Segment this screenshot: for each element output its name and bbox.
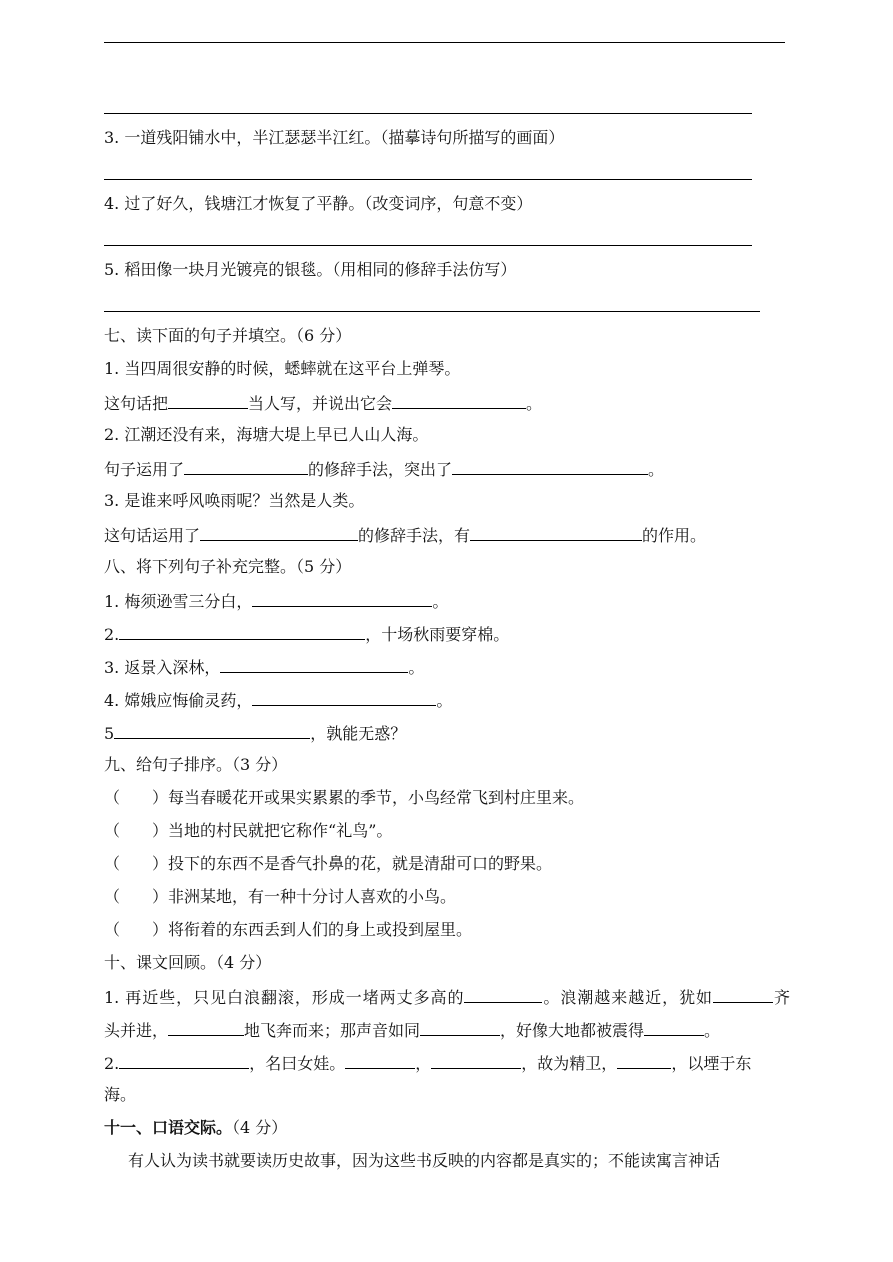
s7-question-2-fill: 句子运用了 的修辞手法，突出了 。	[104, 460, 665, 479]
blank[interactable]	[119, 623, 365, 640]
blank[interactable]	[184, 458, 308, 475]
s6-question-4: 4. 过了好久，钱塘江才恢复了平静。（改变词序，句意不变）	[104, 194, 533, 213]
order-paren[interactable]: （ ）	[104, 887, 169, 906]
s8-question-1: 1. 梅须逊雪三分白， 。	[104, 592, 449, 611]
blank[interactable]	[345, 1052, 415, 1069]
blank[interactable]	[452, 458, 648, 475]
s7-question-1: 1. 当四周很安静的时候，蟋蟀就在这平台上弹琴。	[104, 359, 461, 378]
order-paren[interactable]: （ ）	[104, 854, 169, 873]
blank[interactable]	[119, 1052, 249, 1069]
s6-question-5: 5. 稻田像一块月光镀亮的银毯。（用相同的修辞手法仿写）	[104, 260, 517, 279]
s6-question-3: 3. 一道残阳铺水中，半江瑟瑟半江红。（描摹诗句所描写的画面）	[104, 128, 565, 147]
s9-item: （ ）每当春暖花开或果实累累的季节，小鸟经常飞到村庄里来。	[104, 788, 585, 807]
s8-question-4: 4. 嫦娥应悔偷灵药， 。	[104, 691, 453, 710]
s10-line-2: 头并进， 地飞奔而来；那声音如同 ，好像大地都被震得 。	[104, 1021, 721, 1040]
blank[interactable]	[617, 1052, 671, 1069]
order-paren[interactable]: （ ）	[104, 821, 169, 840]
s9-title: 九、给句子排序。（3 分）	[104, 755, 288, 774]
s8-question-3: 3. 返景入深林， 。	[104, 658, 425, 677]
blank[interactable]	[392, 392, 526, 409]
answer-line	[104, 311, 760, 312]
s7-question-1-fill: 这句话把 当人写，并说出它会 。	[104, 394, 543, 413]
s10-line-4: 海。	[104, 1085, 137, 1104]
s9-item: （ ）当地的村民就把它称作“礼鸟”。	[104, 821, 393, 840]
s8-title: 八、将下列句子补充完整。（5 分）	[104, 557, 352, 576]
s11-paragraph: 有人认为读书就要读历史故事，因为这些书反映的内容都是真实的；不能读寓言神话	[128, 1151, 721, 1170]
s10-line-3: 2. ，名曰女娃。 ， ，故为精卫， ，以堙于东	[104, 1054, 752, 1073]
blank[interactable]	[220, 656, 408, 673]
blank[interactable]	[114, 722, 310, 739]
s7-question-3: 3. 是谁来呼风唤雨呢？当然是人类。	[104, 491, 365, 510]
blank[interactable]	[168, 1019, 244, 1036]
s7-question-3-fill: 这句话运用了 的修辞手法，有 的作用。	[104, 526, 707, 545]
answer-line	[104, 179, 752, 180]
blank[interactable]	[252, 689, 436, 706]
blank[interactable]	[252, 590, 432, 607]
blank[interactable]	[464, 986, 542, 1003]
top-rule	[104, 42, 785, 43]
s10-line-1: 1. 再近些，只见白浪翻滚，形成一堵两丈多高的 。浪潮越来越近，犹如 齐	[104, 988, 790, 1007]
order-paren[interactable]: （ ）	[104, 788, 169, 807]
blank[interactable]	[200, 524, 358, 541]
blank[interactable]	[470, 524, 642, 541]
blank[interactable]	[713, 986, 773, 1003]
blank[interactable]	[431, 1052, 521, 1069]
s9-item: （ ）投下的东西不是香气扑鼻的花，就是清甜可口的野果。	[104, 854, 553, 873]
order-paren[interactable]: （ ）	[104, 920, 169, 939]
s7-question-2: 2. 江潮还没有来，海塘大堤上早已人山人海。	[104, 425, 429, 444]
s8-question-2: 2. ，十场秋雨要穿棉。	[104, 625, 510, 644]
answer-line	[104, 113, 752, 114]
s9-item: （ ）非洲某地，有一种十分讨人喜欢的小鸟。	[104, 887, 457, 906]
answer-line	[104, 245, 752, 246]
blank[interactable]	[168, 392, 248, 409]
s10-title: 十、课文回顾。（4 分）	[104, 953, 272, 972]
s9-item: （ ）将衔着的东西丢到人们的身上或投到屋里。	[104, 920, 473, 939]
s11-title: 十一、口语交际。（4 分）	[104, 1118, 288, 1137]
blank[interactable]	[644, 1019, 704, 1036]
s7-title: 七、读下面的句子并填空。（6 分）	[104, 326, 352, 345]
blank[interactable]	[420, 1019, 500, 1036]
s8-question-5: 5 ，孰能无惑？	[104, 724, 407, 743]
